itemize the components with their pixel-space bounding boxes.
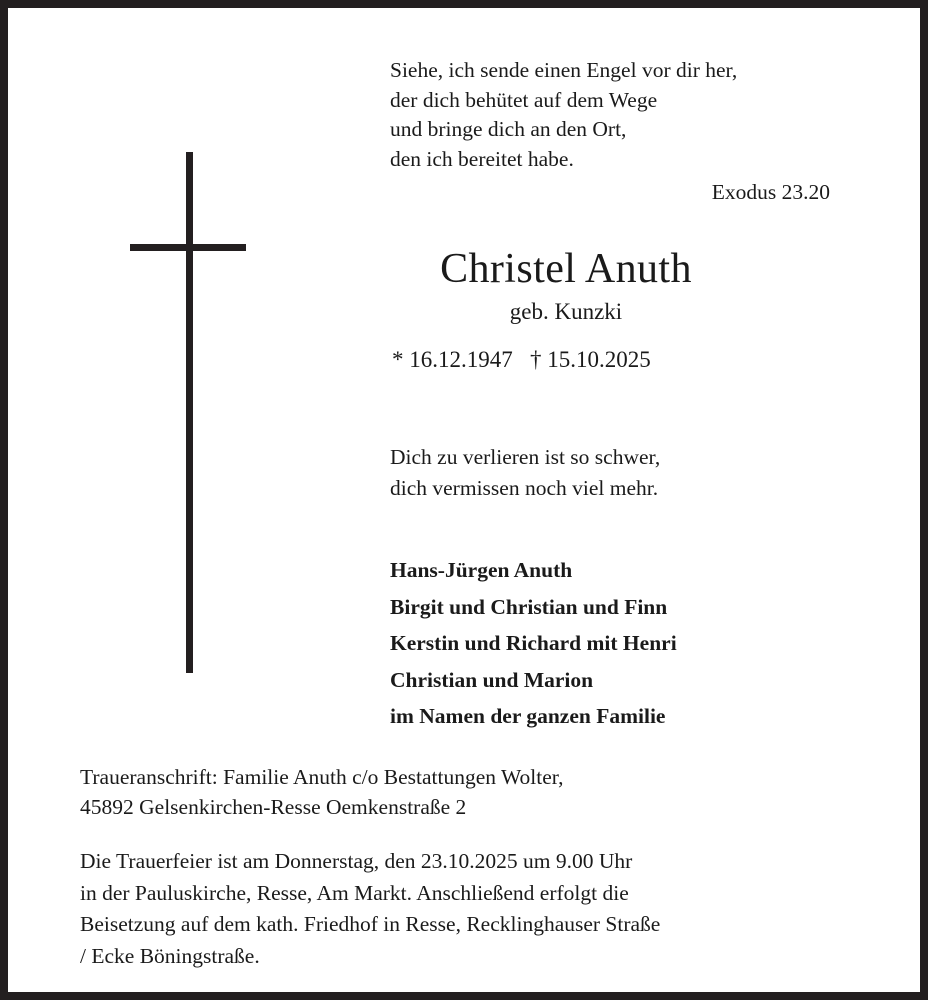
verse-line: und bringe dich an den Ort,: [390, 117, 627, 141]
bible-verse: [390, 56, 830, 208]
family-line: Hans-Jürgen Anuth: [390, 558, 573, 582]
family-line: Christian und Marion: [390, 667, 594, 692]
notice-inner: [8, 8, 920, 992]
family-line: im Namen der ganzen Familie: [390, 704, 666, 728]
funeral-service-details: [80, 846, 880, 972]
verse-line: Siehe, ich sende einen Engel vor dir her,: [390, 58, 738, 82]
memorial-poem: [390, 442, 840, 504]
family-names: [390, 552, 840, 735]
cross-emblem: [8, 8, 308, 708]
service-line: / Ecke Böningstraße.: [80, 943, 260, 968]
service-line: Beisetzung auf dem kath. Friedhof in Resse, Recklinghauser Straße: [80, 912, 661, 936]
cross-horizontal-bar: [130, 244, 246, 251]
verse-reference: Exodus 23.20: [711, 180, 830, 204]
address-line: Traueranschrift: Familie Anuth c/o Bestattungen Wolter,: [80, 765, 564, 789]
mourning-address: [80, 762, 870, 822]
cross-vertical-bar: [186, 152, 193, 673]
verse-line: den ich bereitet habe.: [390, 146, 574, 171]
service-line: Die Trauerfeier ist am Donnerstag, den 23.10.2025 um 9.00 Uhr: [80, 849, 633, 873]
deceased-maiden-name: geb. Kunzki: [509, 299, 623, 324]
family-line: Kerstin und Richard mit Henri: [390, 631, 677, 655]
deceased-name-block: [390, 244, 742, 376]
family-line: Birgit und Christian und Finn: [390, 594, 668, 619]
poem-line: Dich zu verlieren ist so schwer,: [390, 445, 661, 469]
poem-line: dich vermissen noch viel mehr.: [390, 476, 659, 500]
address-line: 45892 Gelsenkirchen-Resse Oemkenstraße 2: [80, 795, 467, 819]
deceased-name: Christel Anuth: [440, 246, 692, 292]
verse-line: der dich behütet auf dem Wege: [390, 87, 658, 112]
deceased-dates: * 16.12.1947 † 15.10.2025: [392, 347, 651, 372]
service-line: in der Pauluskirche, Resse, Am Markt. Anschließend erfolgt die: [80, 880, 629, 905]
